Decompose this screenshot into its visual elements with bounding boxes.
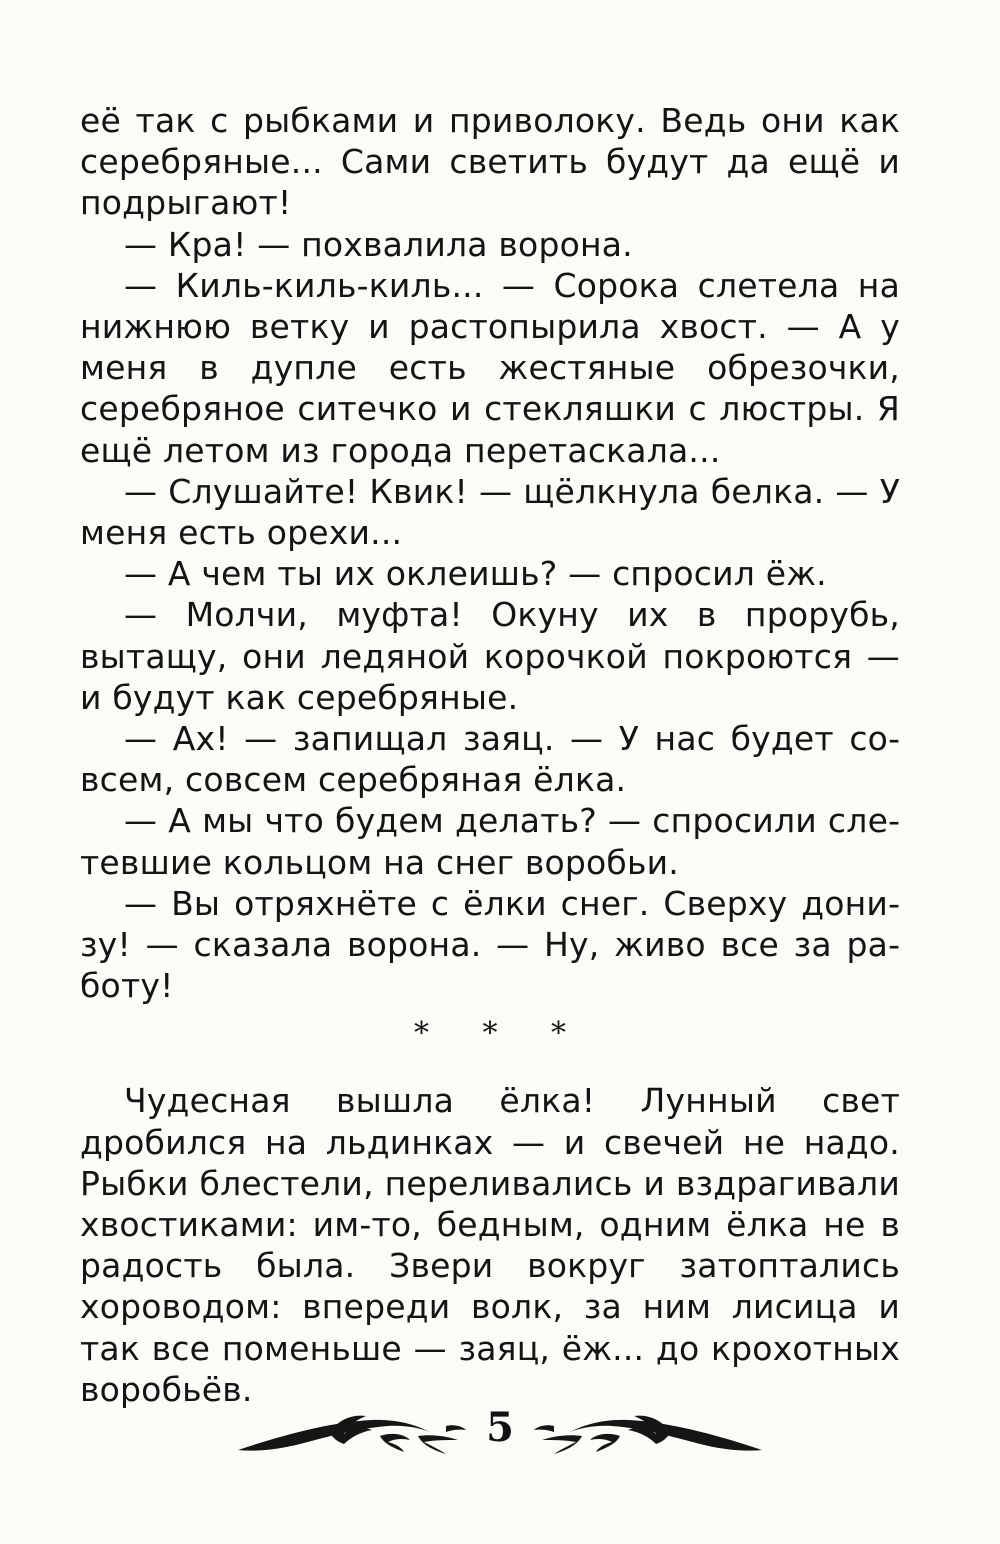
text-paragraph: — Молчи, муфта! Окуну их в прорубь, вытащу, они ледяной корочкой покроются — и будут как серебряные. bbox=[80, 595, 900, 717]
text-paragraph: — Слушайте! Квик! — щёлкнула белка. — У меня есть орехи... bbox=[80, 471, 900, 553]
page-footer bbox=[0, 1392, 1000, 1482]
page-number: 5 bbox=[486, 1404, 514, 1451]
section-separator bbox=[80, 1012, 900, 1052]
text-paragraph: её так с рыбками и приволоку. Ведь они как серебряные... Сами светить будут да ещё и подрыгают! bbox=[80, 101, 900, 223]
text-paragraph: — Вы отряхнёте с ёлки снег. Сверху донизу! — сказала ворона. — Ну, живо все за работу! bbox=[80, 883, 900, 1006]
text-paragraph: — Ах! — запищал заяц. — У нас будет совсем, совсем серебряная ёлка. bbox=[80, 719, 900, 800]
book-page bbox=[80, 100, 900, 1544]
separator-asterisks: * * * bbox=[413, 1016, 589, 1052]
text-paragraph: — Киль-киль-киль... — Сорока слетела на нижнюю ветку и растопырила хвост. — А у меня в дупле есть жестяные обрезочки, серебряное ситечко и стекляшки с люстры. Я ещё летом из города перетаскала... bbox=[80, 265, 900, 470]
text-paragraph: — А чем ты их оклеишь? — спросил ёж. bbox=[124, 554, 827, 594]
text-paragraph: — А мы что будем делать? — спросили слетевшие кольцом на снег воробьи. bbox=[80, 801, 900, 882]
text-paragraph: — Кра! — похвалила ворона. bbox=[124, 224, 633, 264]
closing-paragraph: Чудесная вышла ёлка! Лунный свет дробился на льдинках — и свечей не надо. Рыбки блестели, переливались и вздрагивали хвостиками: им-то, бедным, одним ёлка не в радость была. Звери вокруг затоптались хороводом: впереди волк, за ним лисица и так все поменьше — заяц, ёж... до крохотных воробьёв. bbox=[80, 1081, 900, 1409]
